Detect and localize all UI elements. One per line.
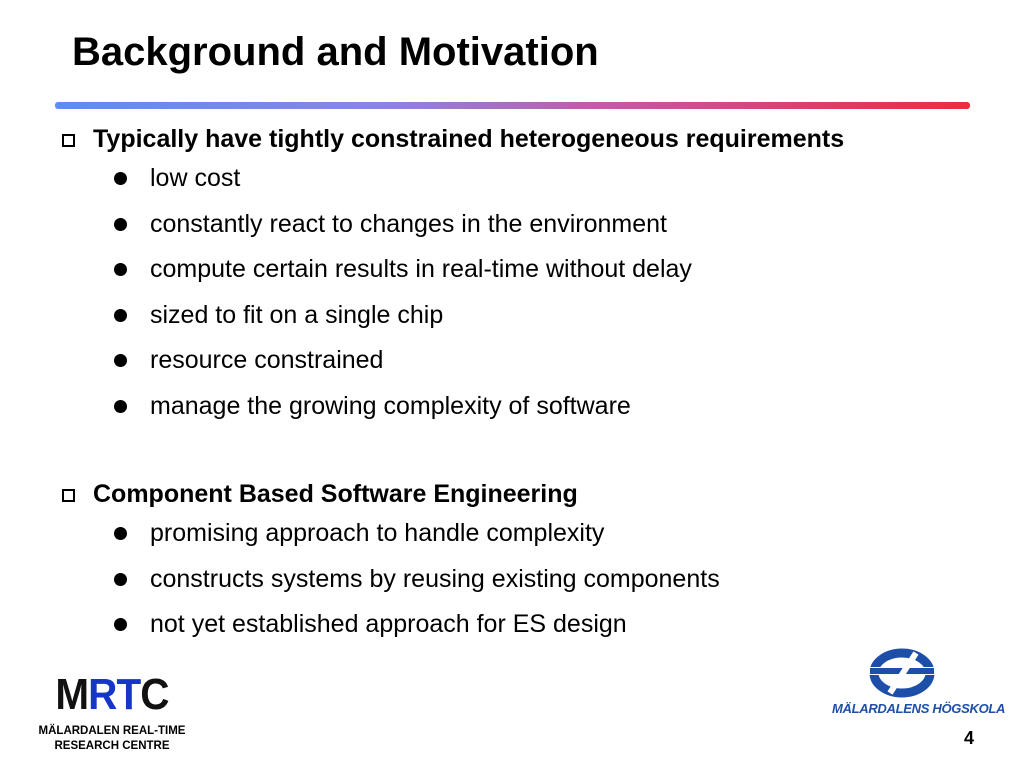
bullet-text: compute certain results in real-time without delay (150, 255, 692, 284)
bullet-text: manage the growing complexity of software (150, 391, 631, 420)
bullet-dot-icon (114, 618, 127, 631)
title-divider (55, 102, 970, 109)
university-name: MÄLARDALENS HÖGSKOLA (832, 701, 1006, 716)
page-number: 4 (964, 728, 975, 748)
bullet-item (62, 202, 1002, 248)
bullet-item (62, 384, 1002, 430)
bullet-dot-icon (114, 527, 127, 540)
bullet-dot-icon (114, 354, 127, 367)
mrtc-letter-m: M (55, 670, 89, 719)
bullet-text: constantly react to changes in the environment (150, 209, 667, 238)
bullet-item (62, 293, 1002, 339)
mrtc-subtitle-line2: RESEARCH CENTRE (54, 740, 170, 752)
mrtc-subtitle-line1: MÄLARDALEN REAL-TIME (38, 725, 186, 737)
bullet-text: low cost (150, 164, 241, 193)
section-requirements (62, 122, 1002, 429)
mrtc-subtitle (34, 724, 190, 754)
bullet-item (62, 511, 1002, 557)
bullet-item (62, 602, 1002, 648)
bullet-list (62, 511, 1002, 648)
bullet-list (62, 156, 1002, 429)
checkbox-bullet-icon (62, 134, 75, 147)
section-heading-text: Component Based Software Engineering (93, 479, 578, 508)
slide-title: Background and Motivation (72, 30, 599, 74)
bullet-dot-icon (114, 400, 127, 413)
bullet-dot-icon (114, 218, 127, 231)
bullet-text: constructs systems by reusing existing components (150, 564, 720, 593)
mrtc-letter-t: T (116, 670, 141, 719)
bullet-item (62, 557, 1002, 603)
bullet-text: resource constrained (150, 346, 384, 375)
university-emblem-icon (832, 645, 982, 701)
bullet-text: not yet established approach for ES design (150, 610, 627, 639)
bullet-item (62, 156, 1002, 202)
section-heading-text: Typically have tightly constrained heterogeneous requirements (93, 124, 845, 153)
bullet-dot-icon (114, 309, 127, 322)
mrtc-logo (34, 672, 190, 754)
bullet-item (62, 247, 1002, 293)
bullet-dot-icon (114, 573, 127, 586)
section-cbse (62, 477, 1002, 648)
mrtc-letter-c: C (140, 670, 169, 719)
bullet-text: sized to fit on a single chip (150, 300, 444, 329)
mrtc-logo-mark (40, 672, 184, 718)
bullet-dot-icon (114, 263, 127, 276)
section-heading (62, 122, 1002, 156)
mrtc-letter-r: R (88, 670, 117, 719)
bullet-dot-icon (114, 172, 127, 185)
checkbox-bullet-icon (62, 489, 75, 502)
section-heading (62, 477, 1002, 511)
university-logo (832, 645, 1006, 725)
bullet-text: promising approach to handle complexity (150, 519, 605, 548)
bullet-item (62, 338, 1002, 384)
